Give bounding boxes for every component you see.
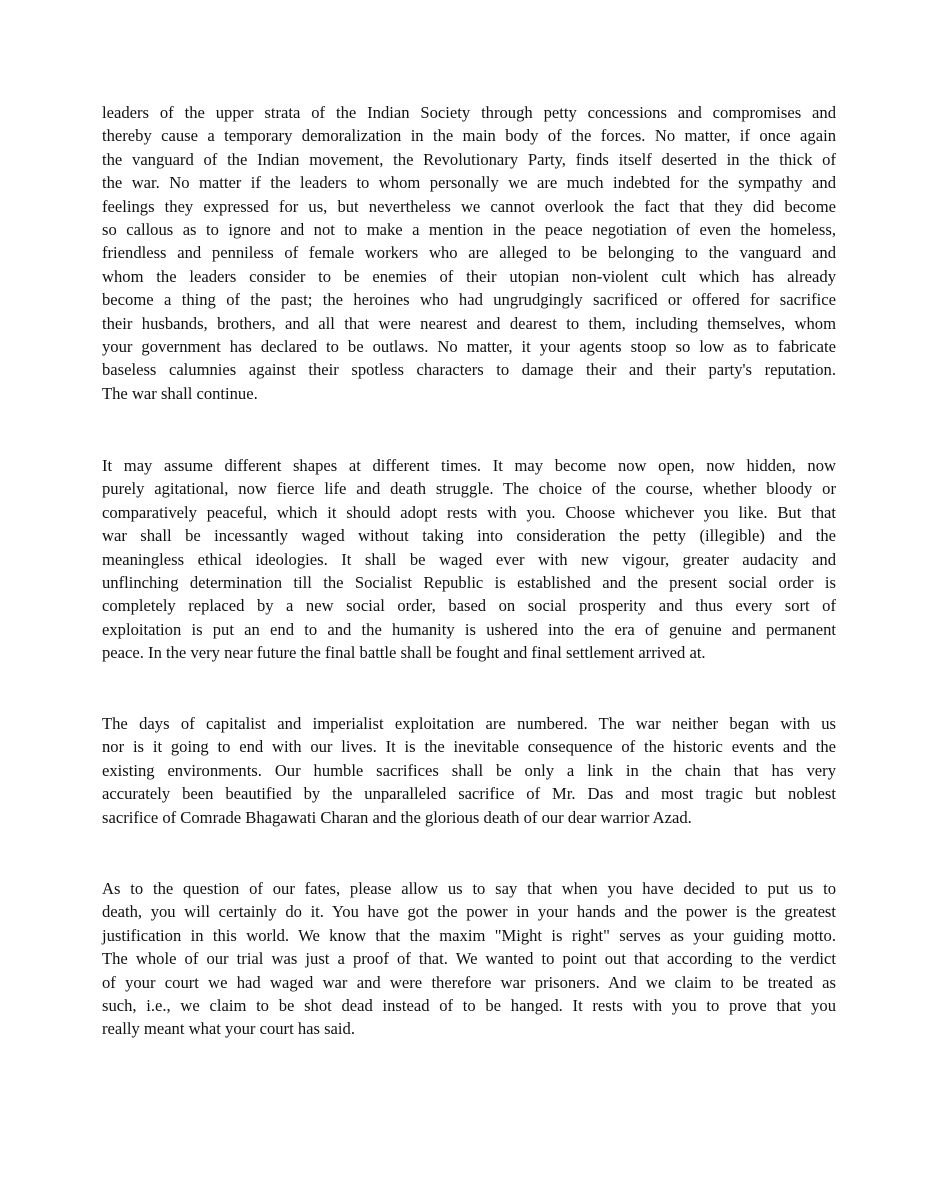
text-line: death, you will certainly do it. You have got the power in your hands and the power is the greatest: [102, 902, 836, 922]
paragraph: [102, 877, 836, 1041]
text-line: your government has declared to be outlaws. No matter, it your agents stoop so low as to fabricate: [102, 336, 836, 356]
text-line: The war shall continue.: [102, 383, 258, 403]
text-line: of your court we had waged war and were therefore war prisoners. And we claim to be treated as: [102, 972, 836, 992]
text-line: accurately been beautified by the unparalleled sacrifice of Mr. Das and most tragic but noblest: [102, 784, 836, 804]
paragraph: [102, 712, 836, 829]
text-line: leaders of the upper strata of the Indian Society through petty concessions and compromises and: [102, 103, 836, 122]
paragraph: [102, 454, 836, 665]
text-line: feelings they expressed for us, but nevertheless we cannot overlook the fact that they did become: [102, 196, 836, 216]
text-line: exploitation is put an end to and the humanity is ushered into the era of genuine and permanent: [102, 619, 836, 639]
text-line: justification in this world. We know that the maxim "Might is right" serves as your guiding motto.: [102, 925, 836, 945]
text-line: comparatively peaceful, which it should adopt rests with you. Choose whichever you like. But that: [102, 502, 836, 522]
text-line: such, i.e., we claim to be shot dead instead of to be hanged. It rests with you to prove that you: [102, 995, 836, 1015]
text-line: friendless and penniless of female workers who are alleged to be belonging to the vanguard and: [102, 243, 836, 263]
text-line: sacrifice of Comrade Bhagawati Charan and the glorious death of our dear warrior Azad.: [102, 807, 692, 827]
text-line: nor is it going to end with our lives. It is the inevitable consequence of the historic events and the: [102, 737, 836, 757]
text-line: baseless calumnies against their spotless characters to damage their and their party's reputation.: [102, 360, 836, 380]
text-line: unflinching determination till the Socialist Republic is established and the present social order is: [102, 572, 836, 592]
text-line: thereby cause a temporary demoralization in the main body of the forces. No matter, if once again: [102, 126, 836, 146]
text-line: As to the question of our fates, please allow us to say that when you have decided to put us to: [102, 879, 836, 898]
text-line: meaningless ethical ideologies. It shall be waged ever with new vigour, greater audacity and: [102, 549, 836, 569]
text-line: completely replaced by a new social order, based on social prosperity and thus every sort of: [102, 596, 836, 616]
text-line: It may assume different shapes at different times. It may become now open, now hidden, now: [102, 456, 836, 475]
text-line: so callous as to ignore and not to make a mention in the peace negotiation of even the homeless,: [102, 219, 836, 239]
paragraph: [102, 101, 836, 405]
text-line: war shall be incessantly waged without taking into consideration the petty (illegible) and the: [102, 526, 836, 546]
text-line: The days of capitalist and imperialist exploitation are numbered. The war neither began with us: [102, 714, 836, 733]
text-line: the war. No matter if the leaders to whom personally we are much indebted for the sympathy and: [102, 173, 836, 193]
text-line: their husbands, brothers, and all that were nearest and dearest to them, including themselves, whom: [102, 313, 836, 333]
text-line: the vanguard of the Indian movement, the Revolutionary Party, finds itself deserted in the thick of: [102, 149, 836, 169]
text-line: become a thing of the past; the heroines who had ungrudgingly sacrificed or offered for sacrifice: [102, 290, 836, 310]
text-line: The whole of our trial was just a proof of that. We wanted to point out that according to the verdict: [102, 949, 836, 969]
text-line: whom the leaders consider to be enemies of their utopian non-violent cult which has already: [102, 266, 836, 286]
text-line: peace. In the very near future the final battle shall be fought and final settlement arrived at.: [102, 643, 706, 663]
text-line: really meant what your court has said.: [102, 1019, 355, 1039]
text-line: purely agitational, now fierce life and death struggle. The choice of the course, whether bloody or: [102, 479, 836, 499]
text-line: existing environments. Our humble sacrifices shall be only a link in the chain that has very: [102, 760, 836, 780]
